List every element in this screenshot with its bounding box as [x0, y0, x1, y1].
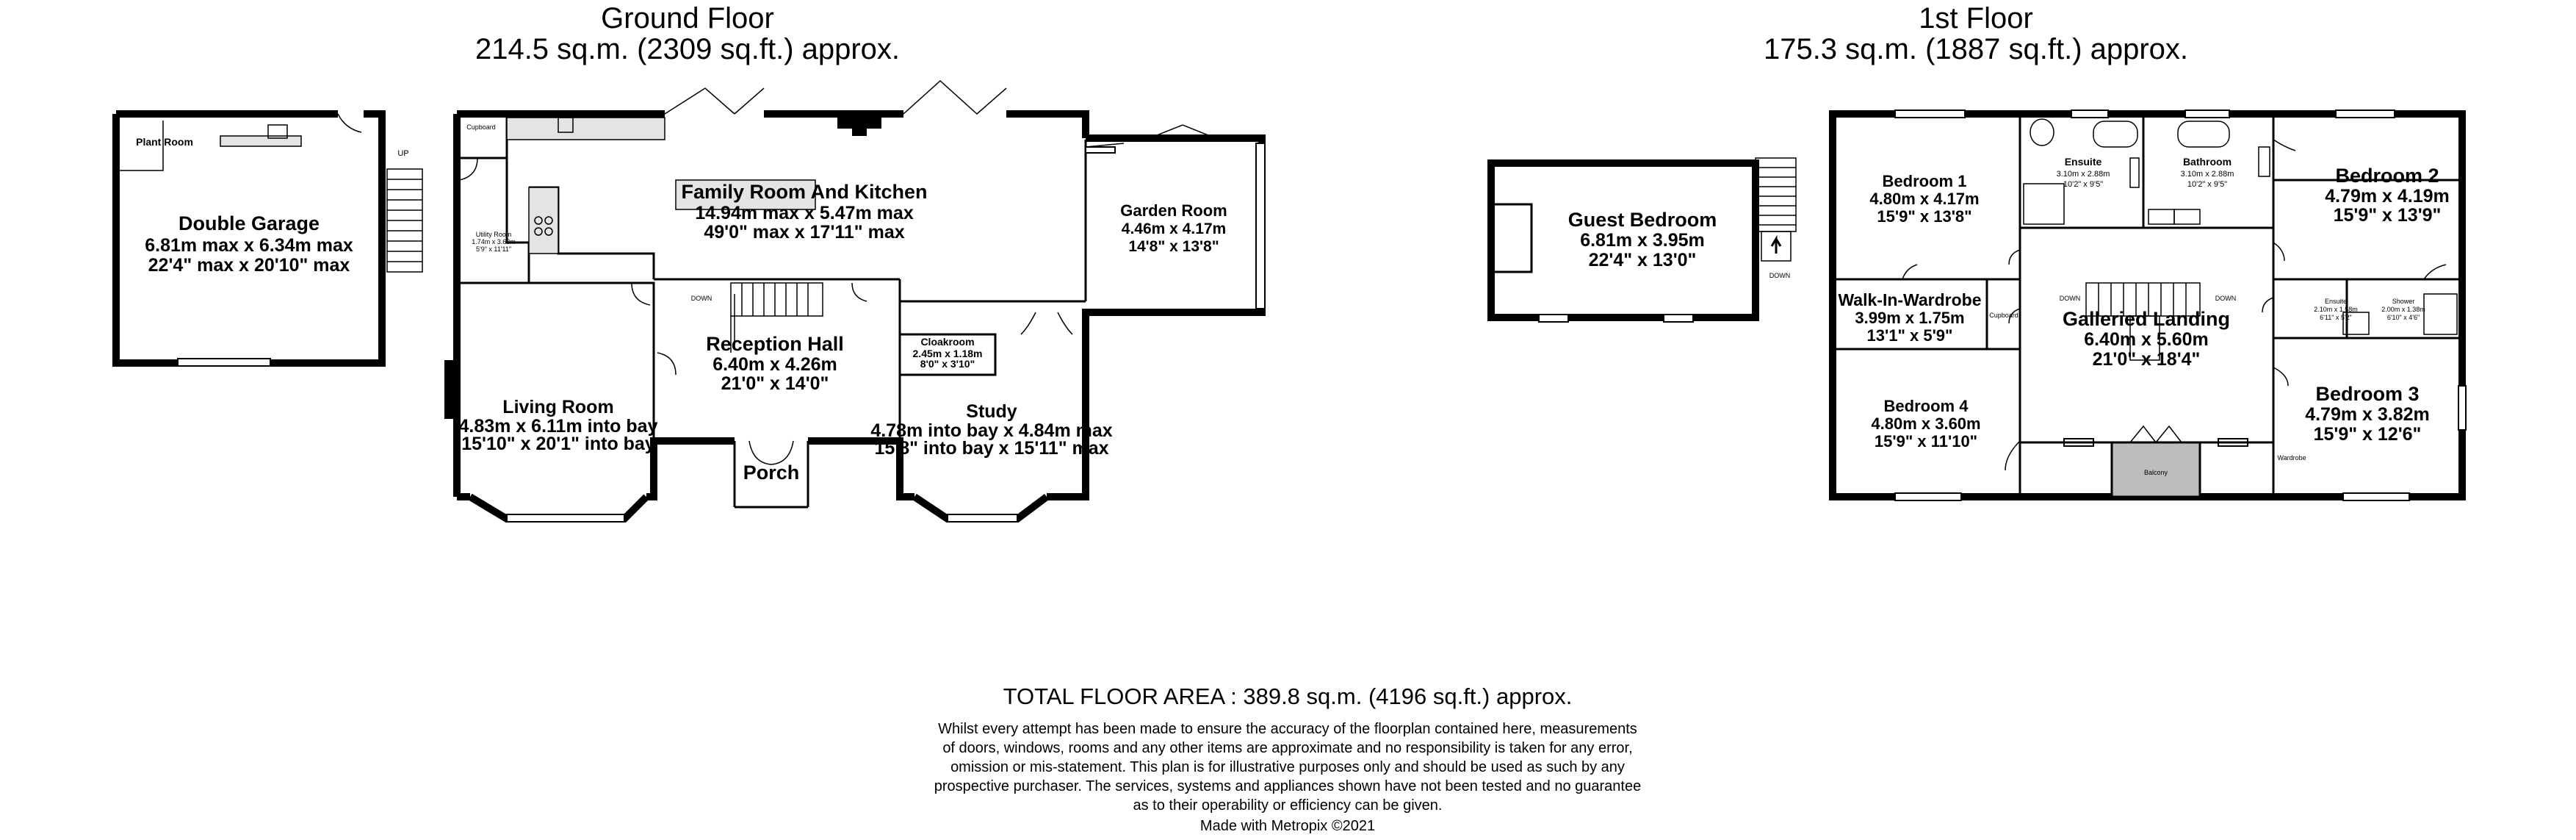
shower-name: Shower — [2392, 298, 2415, 305]
bathroom-name: Bathroom — [2182, 156, 2232, 168]
garage-door-swing — [338, 114, 361, 132]
bathroom-dim-imperial: 10'2" x 9'5" — [2187, 180, 2228, 189]
living-name: Living Room — [502, 397, 614, 417]
disclaimer-line-2: of doors, windows, rooms and any other items are approximate and no responsibility is taken for any error, — [942, 740, 1633, 756]
study-bay — [914, 497, 1047, 522]
bed1-dim-metric: 4.80m x 4.17m — [1869, 190, 1980, 208]
total-floor-area: TOTAL FLOOR AREA : 389.8 sq.m. (4196 sq.ft.) approx. — [1003, 683, 1573, 709]
family-dim-metric: 14.94m max x 5.47m max — [695, 203, 914, 223]
porch-name: Porch — [743, 462, 800, 484]
landing-name: Galleried Landing — [2062, 308, 2231, 330]
balcony-doors — [2130, 426, 2182, 442]
reception-name: Reception Hall — [706, 333, 844, 355]
disclaimer-line-1: Whilst every attempt has been made to ensure the accuracy of the floorplan contained here, measurements — [938, 721, 1637, 737]
landing-cupboard-label: Cupboard — [1989, 312, 2018, 319]
cloakroom-dim-metric: 2.45m x 1.18m — [912, 348, 983, 359]
disclaimer-line-5: as to their operability or efficiency can be given. — [1133, 797, 1443, 814]
ensuite2-name: Ensuite — [2324, 298, 2348, 305]
landing-dim-imperial: 21'0" x 18'4" — [2092, 349, 2201, 370]
landing-dim-metric: 6.40m x 5.60m — [2084, 329, 2209, 350]
ensuite2-dim-imperial: 6'11" x 5'2" — [2320, 314, 2352, 321]
utility-dim-imperial: 5'9" x 11'11" — [475, 245, 512, 253]
garden-room-window — [1256, 143, 1265, 309]
ground-floor-area: 214.5 sq.m. (2309 sq.ft.) approx. — [475, 33, 901, 65]
first-floor-title: 1st Floor — [1919, 2, 2033, 35]
balcony-label: Balcony — [2143, 469, 2168, 476]
garage-stairs — [387, 169, 422, 272]
guest-name: Guest Bedroom — [1567, 209, 1717, 231]
bed3-wardrobe-label: Wardrobe — [2277, 454, 2306, 462]
bed3-name: Bedroom 3 — [2315, 383, 2420, 405]
reception-down-label: DOWN — [690, 295, 712, 302]
utility-name: Utility Room — [475, 231, 512, 238]
bed1-name: Bedroom 1 — [1882, 172, 1967, 190]
guest-dim-imperial: 22'4" x 13'0" — [1588, 250, 1697, 270]
garden-dim-imperial: 14'8" x 13'8" — [1128, 238, 1219, 255]
shower-icon — [2424, 294, 2457, 334]
family-dim-imperial: 49'0" max x 17'11" max — [704, 222, 905, 243]
cloakroom-name: Cloakroom — [920, 336, 975, 348]
wardrobe-name: Walk-In-Wardrobe — [1838, 290, 1982, 309]
wardrobe-dim-metric: 3.99m x 1.75m — [1855, 309, 1965, 327]
ensuite1-wc-icon — [2030, 119, 2054, 146]
bed2-dim-imperial: 15'9" x 13'9" — [2333, 205, 2442, 226]
study-name: Study — [966, 401, 1017, 422]
ensuite1-dim-imperial: 10'2" x 9'5" — [2063, 180, 2104, 189]
disclaimer-line-4: prospective purchaser. The services, systems and appliances shown have not been tested and no guarantee — [934, 778, 1642, 794]
ensuite2-dim-metric: 2.10m x 1.58m — [2314, 306, 2358, 313]
stair-arrow-icon — [1772, 239, 1781, 254]
landing-down-label-left: DOWN — [2059, 295, 2081, 302]
bathroom-dim-metric: 3.10m x 2.88m — [2180, 170, 2234, 179]
wardrobe-dim-imperial: 13'1" x 5'9" — [1866, 326, 1953, 345]
ensuite1-name: Ensuite — [2064, 156, 2102, 168]
study-dim-imperial: 15'8" into bay x 15'11" max — [874, 438, 1109, 459]
bed3-dim-metric: 4.79m x 3.82m — [2305, 404, 2430, 425]
landing-down-label-right: DOWN — [2215, 295, 2237, 302]
garage-name: Double Garage — [178, 212, 320, 234]
bed2-dim-metric: 4.79m x 4.19m — [2325, 186, 2450, 207]
shower-dim-imperial: 6'10" x 4'6" — [2386, 314, 2420, 321]
reception-dim-metric: 6.40m x 4.26m — [712, 354, 837, 375]
guest-dim-metric: 6.81m x 3.95m — [1580, 230, 1705, 251]
garage-up-label: UP — [397, 149, 409, 158]
fireplace-icon — [837, 118, 881, 136]
family-name: Family Room And Kitchen — [681, 181, 928, 203]
ground-floor-title: Ground Floor — [601, 2, 774, 35]
ensuite1-bath-icon — [2093, 121, 2137, 147]
reception-dim-imperial: 21'0" x 14'0" — [721, 373, 829, 394]
shower-dim-metric: 2.00m x 1.38m — [2381, 306, 2425, 313]
first-floor-area: 175.3 sq.m. (1887 sq.ft.) approx. — [1763, 33, 2189, 65]
garden-room-window-top — [1086, 147, 1115, 153]
bed4-dim-imperial: 15'9" x 11'10" — [1874, 432, 1978, 450]
bathroom-bath-icon — [2178, 121, 2229, 147]
bed3-dim-imperial: 15'9" x 12'6" — [2313, 424, 2422, 445]
living-fireplace-icon — [444, 360, 457, 419]
bed4-dim-metric: 4.80m x 3.60m — [1871, 414, 1981, 433]
metropix-credit: Made with Metropix ©2021 — [1199, 818, 1376, 834]
bed1-dim-imperial: 15'9" x 13'8" — [1877, 207, 1972, 226]
cloakroom-dim-imperial: 8'0" x 3'10" — [920, 358, 975, 370]
garage-dim-imperial: 22'4" max x 20'10" max — [148, 255, 350, 276]
guest-down-label: DOWN — [1769, 272, 1791, 279]
garden-dim-metric: 4.46m x 4.17m — [1121, 220, 1227, 237]
cupboard-label: Cupboard — [466, 123, 496, 131]
plant-room-label: Plant Room — [136, 136, 193, 148]
bed2-name: Bedroom 2 — [2335, 165, 2439, 187]
utility-dim-metric: 1.74m x 3.63m — [472, 238, 516, 245]
living-room-bay — [470, 497, 646, 522]
living-dim-metric: 4.83m x 6.11m into bay — [458, 416, 658, 437]
garage-dim-metric: 6.81m max x 6.34m max — [145, 235, 353, 256]
garage-door — [178, 359, 270, 366]
garden-name: Garden Room — [1120, 201, 1227, 220]
guest-stairs — [1756, 158, 1796, 231]
bed4-name: Bedroom 4 — [1883, 397, 1969, 415]
garage-worktop — [220, 136, 301, 146]
study-dim-metric: 4.78m into bay x 4.84m max — [870, 420, 1113, 441]
ensuite1-shower-icon — [2024, 184, 2064, 224]
disclaimer-line-3: omission or mis-statement. This plan is for illustrative purposes only and should be used as such by any — [950, 759, 1625, 775]
ensuite1-dim-metric: 3.10m x 2.88m — [2056, 170, 2110, 179]
living-dim-imperial: 15'10" x 20'1" into bay — [461, 434, 655, 454]
